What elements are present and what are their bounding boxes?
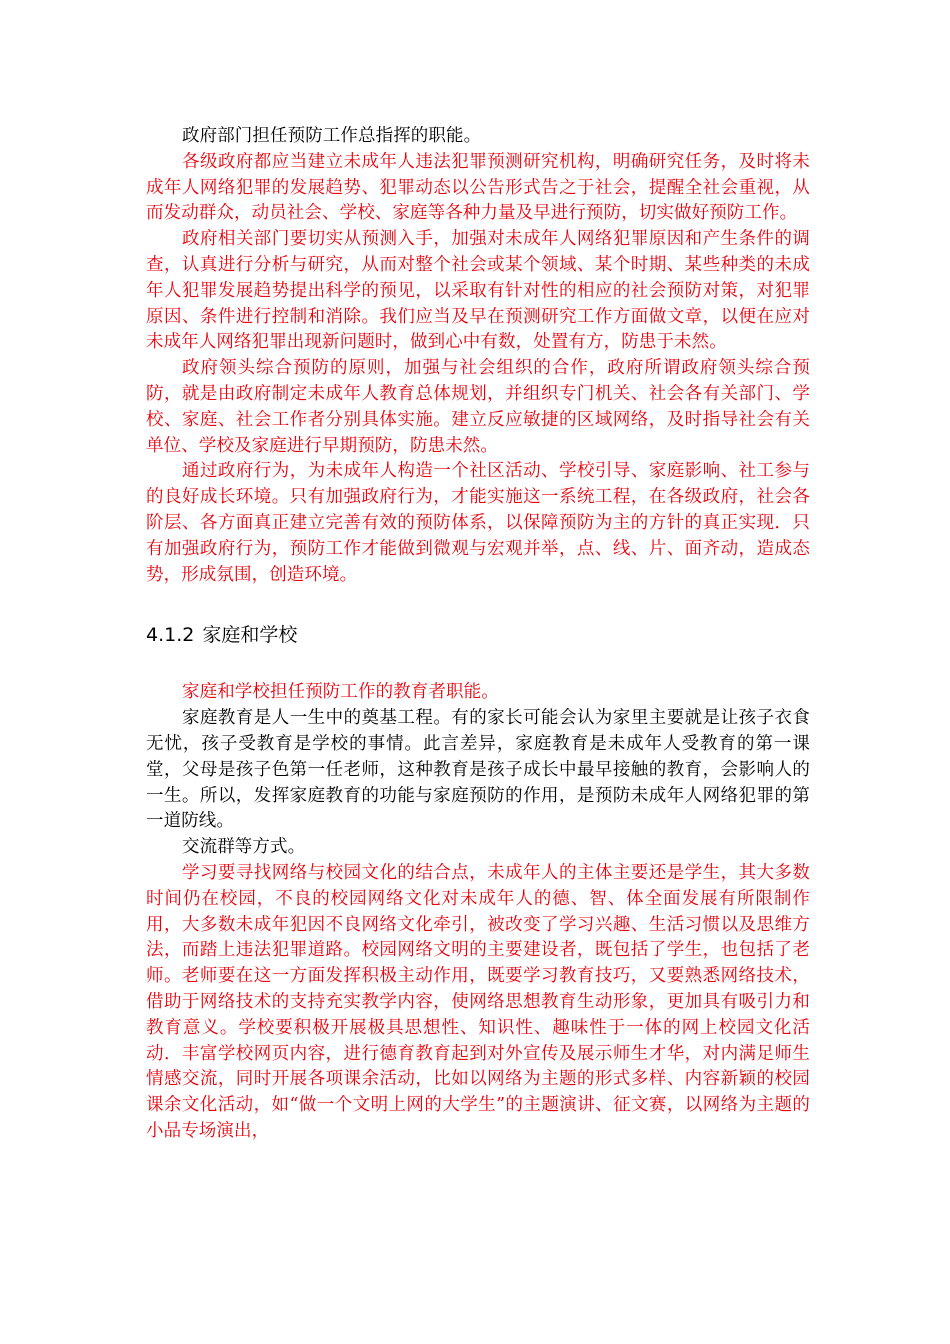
document-page — [146, 124, 810, 1145]
paragraph-exchange-groups: 交流群等方式。 — [182, 837, 306, 858]
paragraph-campus-network-culture: 学习要寻找网络与校园文化的结合点，未成年人的主体主要还是学生，其大多数时间仍在校园，不良的校园网络文化对未成年人的德、智、体全面发展有所限制作用，大多数未成年犯因不良网络文化牵引，被改变了学习兴趣、生活习惯以及思维方法，而踏上违法犯罪道路。校园网络文明的主要建设者，既包括了学生，也包括了老师。老师要在这一方面发挥积极主动作用，既要学习教育技巧，又要熟悉网络技术，借助于网络技术的支持充实教学内容，使网络思想教育生动形象，更加具有吸引力和教育意义。学校要积极开展极具思想性、知识性、趣味性于一体的网上校园文化活动．丰富学校网页内容，进行德育教育起到对外宣传及展示师生才华，对内满足师生情感交流，同时开展各项课余活动，比如以网络为主题的形式多样、内容新颖的校园课余文化活动，如“做一个文明上网的大学生”的主题演讲、征文赛，以网络为主题的小品专场演出， — [146, 862, 810, 1141]
paragraph-family-education: 家庭教育是人一生中的奠基工程。有的家长可能会认为家里主要就是让孩子衣食无忧，孩子受教育是学校的事情。此言差异，家庭教育是未成年人受教育的第一课堂，父母是孩子色第一任老师，这种教育是孩子成长中最早接触的教育，会影响人的一生。所以，发挥家庭教育的功能与家庭预防的作用，是预防未成年人网络犯罪的第一道防线。 — [146, 708, 810, 832]
paragraph-government-role: 政府部门担任预防工作总指挥的职能。 — [182, 126, 482, 146]
paragraph-comprehensive-prevention: 政府领头综合预防的原则，加强与社会组织的合作，政府所谓政府领头综合预防，就是由政府制定未成年人教育总体规划，并组织专门机关、社会各有关部门、学校、家庭、社会工作者分别具体实施。建立反应敏捷的区域网络，及时指导社会有关单位、学校及家庭进行早期预防，防患未然。 — [146, 358, 810, 456]
section-heading — [146, 622, 810, 648]
section-title: 家庭和学校 — [202, 624, 298, 647]
paragraph-prediction-research: 政府相关部门要切实从预测入手，加强对未成年人网络犯罪原因和产生条件的调查，认真进行分析与研究，从而对整个社会或某个领域、某个时期、某些种类的未成年人犯罪发展趋势提出科学的预见，以采取有针对性的相应的社会预防对策，对犯罪原因、条件进行控制和消除。我们应当及早在预测研究工作方面做文章，以便在应对未成年人网络犯罪出现新问题时，做到心中有数，处置有方，防患于未然。 — [146, 229, 810, 353]
section-number: 4.1.2 — [146, 624, 195, 647]
paragraph-family-school-role: 家庭和学校担任预防工作的教育者职能。 — [182, 682, 499, 703]
paragraph-government-action: 通过政府行为，为未成年人构造一个社区活动、学校引导、家庭影响、社工参与的良好成长环境。只有加强政府行为，才能实施这一系统工程，在各级政府，社会各阶层、各方面真正建立完善有效的预防体系，以保障预防为主的方针的真正实现．只有加强政府行为，预防工作才能做到微观与宏观并举，点、线、片、面齐动，造成态势，形成氛围，创造环境。 — [146, 461, 810, 585]
paragraph-prediction-agency: 各级政府都应当建立未成年人违法犯罪预测研究机构，明确研究任务，及时将未成年人网络犯罪的发展趋势、犯罪动态以公告形式告之于社会，提醒全社会重视，从而发动群众，动员社会、学校、家庭等各种力量及早进行预防，切实做好预防工作。 — [146, 151, 810, 224]
